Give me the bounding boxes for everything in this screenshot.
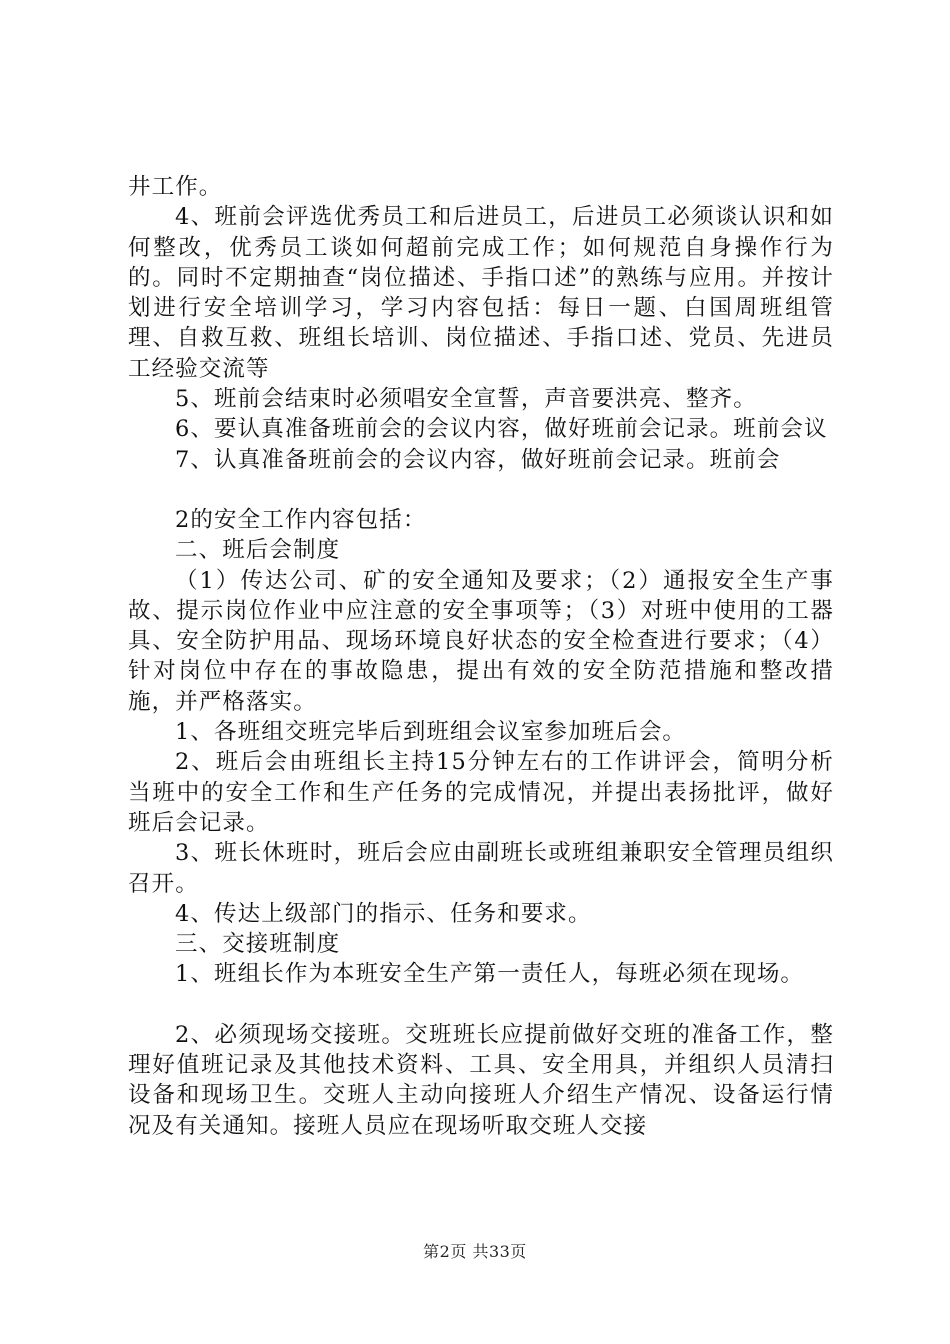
paragraph-item-6: 6、要认真准备班前会的会议内容，做好班前会记录。班前会议 <box>175 416 828 443</box>
paragraph-item-5: 5、班前会结束时必须唱安全宣誓，声音要洪亮、整齐。 <box>175 386 757 413</box>
paragraph-handover-item-2: 2、必须现场交接班。交班班长应提前做好交班的准备工作，整理好值班记录及其他技术资料、工具、安全用具，并组织人员清扫设备和现场卫生。交班人主动向接班人介绍生产情况、设备运行情况及有关通知。接班人员应在现场听取交班人交接 <box>128 1021 834 1139</box>
paragraph-post-item-3: 3、班长休班时，班后会应由副班长或班组兼职安全管理员组织召开。 <box>128 840 834 897</box>
paragraph-handover-item-1: 1、班组长作为本班安全生产第一责任人，每班必须在现场。 <box>175 961 805 988</box>
paragraph-post-item-1: 1、各班组交班完毕后到班组会议室参加班后会。 <box>175 719 687 746</box>
paragraph-meeting-requirements: （1）传达公司、矿的安全通知及要求；（2）通报安全生产事故、提示岗位作业中应注意的安全事项等；（3）对班中使用的工器具、安全防护用品、现场环境良好状态的安全检查进行要求；（4）针对岗位中存在的事故隐患，提出有效的安全防范措施和整改措施，并严格落实。 <box>128 567 834 715</box>
section-heading-shift-handover: 三、交接班制度 <box>175 931 341 958</box>
paragraph-item-4: 4、班前会评选优秀员工和后进员工，后进员工必须谈认识和如何整改，优秀员工谈如何超前完成工作；如何规范自身操作行为的。同时不定期抽查“岗位描述、手指口述”的熟练与应用。并按计划进行安全培训学习，学习内容包括：每日一题、白国周班组管理、自救互救、班组长培训、岗位描述、手指口述、党员、先进员工经验交流等 <box>128 204 834 382</box>
paragraph-item-7: 7、认真准备班前会的会议内容，做好班前会记录。班前会 <box>175 446 781 473</box>
page-number-footer: 第2页 共33页 <box>423 1242 527 1261</box>
blank-line <box>128 990 834 1020</box>
blank-line <box>128 475 834 505</box>
paragraph-post-item-4: 4、传达上级部门的指示、任务和要求。 <box>175 900 592 927</box>
paragraph-safety-content: 2的安全工作内容包括： <box>175 506 427 533</box>
paragraph-post-item-2: 2、班后会由班组长主持15分钟左右的工作讲评会，简明分析当班中的安全工作和生产任务的完成情况，并提出表扬批评，做好班后会记录。 <box>128 749 834 836</box>
paragraph-continuation: 井工作。 <box>128 174 223 200</box>
document-body <box>128 172 834 1141</box>
section-heading-post-shift-meeting: 二、班后会制度 <box>175 537 341 564</box>
